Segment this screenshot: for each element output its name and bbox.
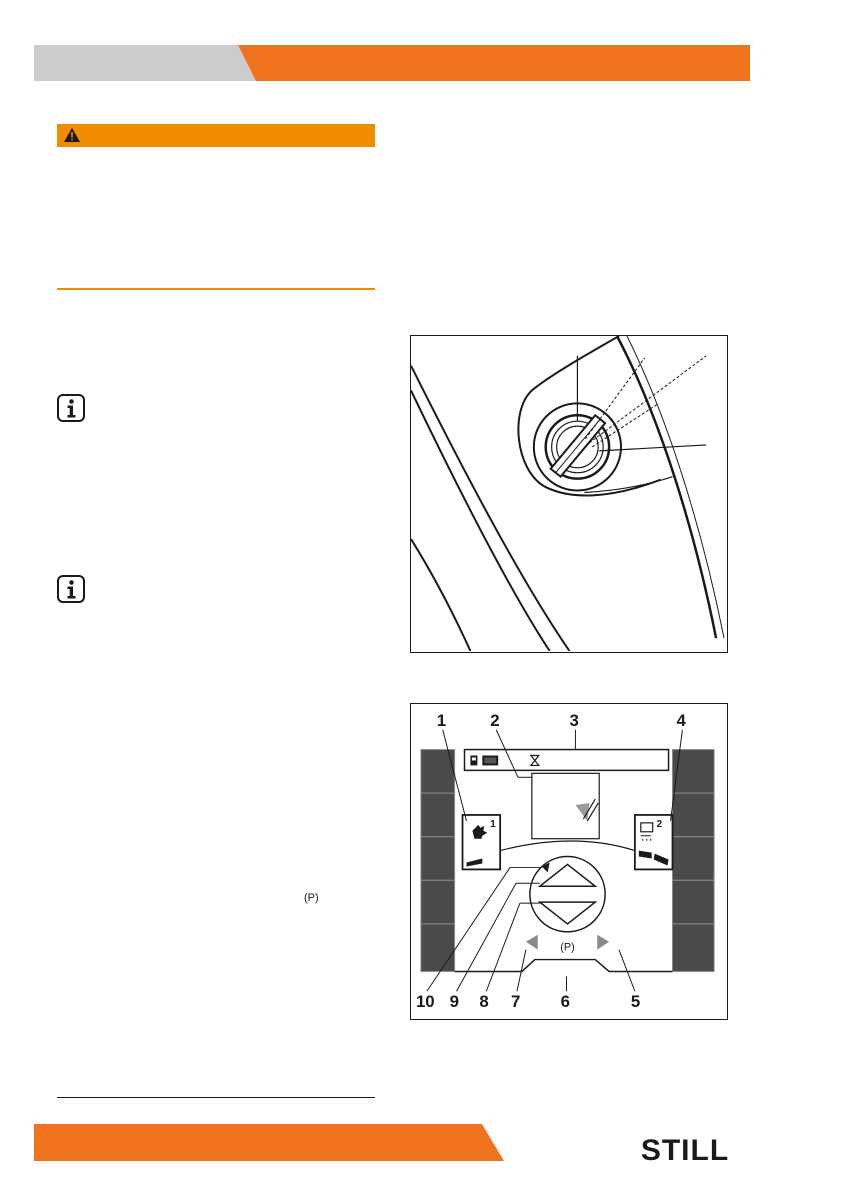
svg-text:STILL: STILL xyxy=(640,1134,730,1164)
left-softkeys xyxy=(421,750,455,972)
seat-icon xyxy=(641,823,653,841)
header-band xyxy=(34,45,750,81)
key-switch-illustration xyxy=(411,336,726,651)
fuel-pump-icon xyxy=(470,756,477,766)
callout-5: 5 xyxy=(630,992,641,1012)
key-switch-figure xyxy=(410,335,728,653)
callout-8: 8 xyxy=(479,992,489,1012)
display-unit-figure xyxy=(410,703,728,1020)
callout-2: 2 xyxy=(490,710,500,730)
display-unit-illustration xyxy=(411,704,726,1018)
callout-4: 4 xyxy=(676,710,686,730)
footer-band xyxy=(34,1124,504,1161)
callout-3: 3 xyxy=(569,710,579,730)
callout-1: 1 xyxy=(436,710,447,730)
right-turn-indicator xyxy=(597,935,609,950)
callout-6: 6 xyxy=(560,992,570,1012)
callout-10: 10 xyxy=(415,992,435,1012)
info-i-icon xyxy=(57,394,85,422)
right-softkeys xyxy=(673,750,715,972)
info-i-icon xyxy=(57,575,85,603)
footnote-rule xyxy=(57,1097,375,1098)
right-gauge-index: 2 xyxy=(656,818,663,830)
warning-triangle-icon xyxy=(64,128,80,142)
callout-7: 7 xyxy=(511,992,521,1012)
warning-end-rule xyxy=(57,288,375,290)
still-logo xyxy=(618,1134,752,1164)
reverse-arrow xyxy=(540,902,595,924)
warning-bar xyxy=(57,124,375,147)
rabbit-speed-icon xyxy=(472,825,487,839)
callout-9: 9 xyxy=(449,992,459,1012)
hourglass-icon xyxy=(531,756,539,766)
parking-brake-symbol: (P) xyxy=(304,892,319,904)
parking-brake-indicator: (P) xyxy=(560,941,575,954)
left-turn-indicator xyxy=(526,935,538,950)
center-info-panel xyxy=(532,773,599,838)
left-gauge-index: 1 xyxy=(490,818,496,830)
